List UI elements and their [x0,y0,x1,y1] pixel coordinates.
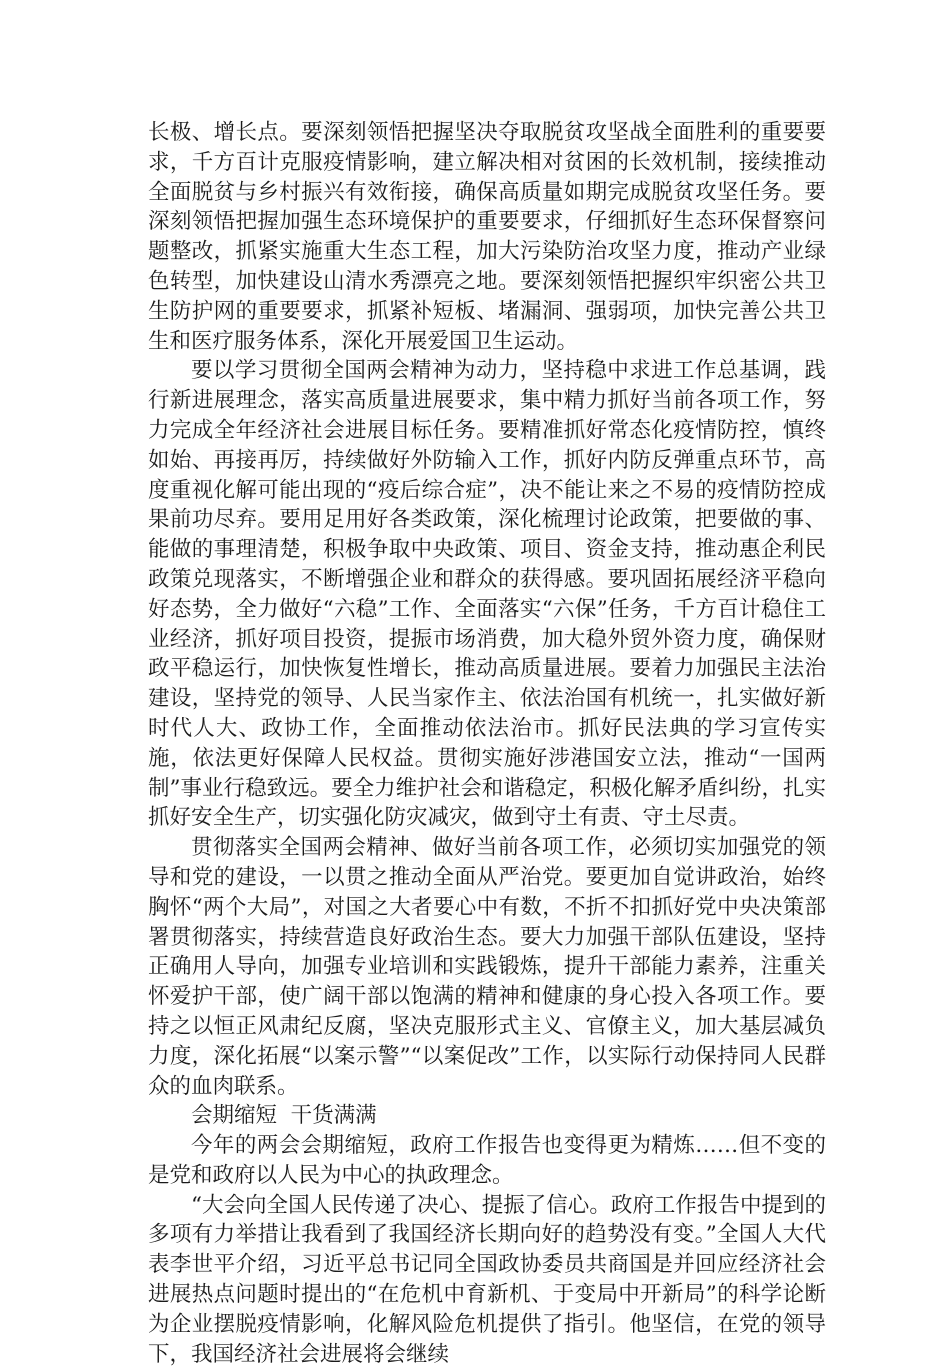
document-body [148,118,826,1369]
paragraph-4: 今年的两会会期缩短，政府工作报告也变得更为精炼……但不变的是党和政府以人民为中心的执政理念。 [148,1133,826,1188]
section-heading: 会期缩短 干货满满 [191,1103,377,1129]
paragraph-2: 要以学习贯彻全国两会精神为动力，坚持稳中求进工作总基调，践行新进展理念，落实高质量进展要求，集中精力抓好当前各项工作，努力完成全年经济社会进展目标任务。要精准抓好常态化疫情防控，慎终如始、再接再厉，持续做好外防输入工作，抓好内防反弹重点环节，高度重视化解可能出现的“疫后综合症”，决不能让来之不易的疫情防控成果前功尽弃。要用足用好各类政策，深化梳理讨论政策，把要做的事、能做的事理清楚，积极争取中央政策、项目、资金支持，推动惠企利民政策兑现落实，不断增强企业和群众的获得感。要巩固拓展经济平稳向好态势，全力做好“六稳”工作、全面落实“六保”任务，千方百计稳住工业经济，抓好项目投资，提振市场消费，加大稳外贸外资力度，确保财政平稳运行，加快恢复性增长，推动高质量进展。要着力加强民主法治建设，坚持党的领导、人民当家作主、依法治国有机统一，扎实做好新时代人大、政协工作，全面推动依法治市。抓好民法典的学习宣传实施，依法更好保障人民权益。贯彻实施好涉港国安立法，推动“一国两制”事业行稳致远。要全力维护社会和谐稳定，积极化解矛盾纠纷，扎实抓好安全生产，切实强化防灾减灾，做到守土有责、守土尽责。 [148,358,826,831]
paragraph-1: 长极、增长点。要深刻领悟把握坚决夺取脱贫攻坚战全面胜利的重要要求，千方百计克服疫情影响，建立解决相对贫困的长效机制，接续推动全面脱贫与乡村振兴有效衔接，确保高质量如期完成脱贫攻坚任务。要深刻领悟把握加强生态环境保护的重要要求，仔细抓好生态环保督察问题整改，抓紧实施重大生态工程，加大污染防治攻坚力度，推动产业绿色转型，加快建设山清水秀漂亮之地。要深刻领悟把握织牢织密公共卫生防护网的重要要求，抓紧补短板、堵漏洞、强弱项，加快完善公共卫生和医疗服务体系，深化开展爱国卫生运动。 [148,120,826,354]
paragraph-3: 贯彻落实全国两会精神、做好当前各项工作，必须切实加强党的领导和党的建设，一以贯之推动全面从严治党。要更加自觉讲政治，始终胸怀“两个大局”，对国之大者要心中有数，不折不扣抓好党中央决策部署贯彻落实，持续营造良好政治生态。要大力加强干部队伍建设，坚持正确用人导向，加强专业培训和实践锻炼，提升干部能力素养，注重关怀爱护干部，使广阔干部以饱满的精神和健康的身心投入各项工作。要持之以恒正风肃纪反腐，坚决克服形式主义、官僚主义，加大基层减负力度，深化拓展“以案示警”“以案促改”工作，以实际行动保持同人民群众的血肉联系。 [148,835,826,1099]
paragraph-5: “大会向全国人民传递了决心、提振了信心。政府工作报告中提到的多项有力举措让我看到了我国经济长期向好的趋势没有变。”全国人大代表李世平介绍，习近平总书记同全国政协委员共商国是并回应经济社会进展热点问题时提出的“在危机中育新机、于变局中开新局”的科学论断为企业摆脱疫情影响，化解风险危机提供了指引。他坚信，在党的领导下，我国经济社会进展将会继续 [148,1192,826,1367]
